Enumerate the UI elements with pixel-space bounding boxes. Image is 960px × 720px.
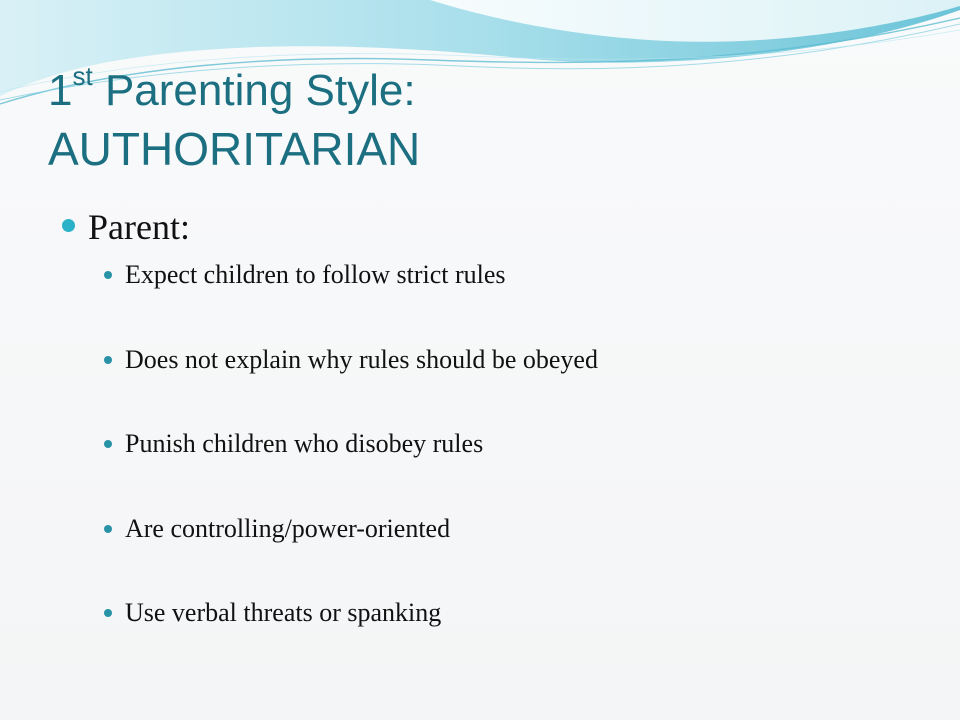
bullet-dot-icon bbox=[104, 609, 112, 617]
bullet-dot-icon bbox=[104, 525, 112, 533]
sub-bullet-item bbox=[104, 256, 598, 341]
sub-bullet-text: Are controlling/power-oriented bbox=[125, 513, 451, 543]
title-ordinal-suffix: st bbox=[72, 61, 93, 92]
sub-bullet-text: Use verbal threats or spanking bbox=[125, 598, 442, 627]
bullet-parent-label: Parent: bbox=[88, 207, 190, 247]
sub-bullet-text: Punish children who disobey rules bbox=[125, 429, 484, 458]
sub-bullet-item bbox=[104, 341, 598, 426]
title-ordinal: 1 bbox=[48, 66, 73, 115]
bullet-dot-icon bbox=[104, 356, 112, 364]
sub-bullet-item bbox=[104, 425, 598, 510]
bullet-dot-icon bbox=[62, 219, 75, 232]
bullet-dot-icon bbox=[104, 271, 112, 279]
bullet-parent bbox=[62, 206, 190, 248]
sub-bullet-text: Expect children to follow strict rules bbox=[125, 260, 506, 289]
title-line1: Parenting Style: bbox=[92, 66, 416, 115]
title-line2: AUTHORITARIAN bbox=[48, 123, 421, 175]
sub-bullet-item bbox=[104, 510, 598, 595]
bullet-dot-icon bbox=[104, 440, 112, 448]
slide-title bbox=[48, 62, 908, 178]
sub-bullet-list bbox=[104, 256, 598, 679]
sub-bullet-item bbox=[104, 594, 598, 679]
sub-bullet-text: Does not explain why rules should be obeyed bbox=[125, 344, 598, 374]
